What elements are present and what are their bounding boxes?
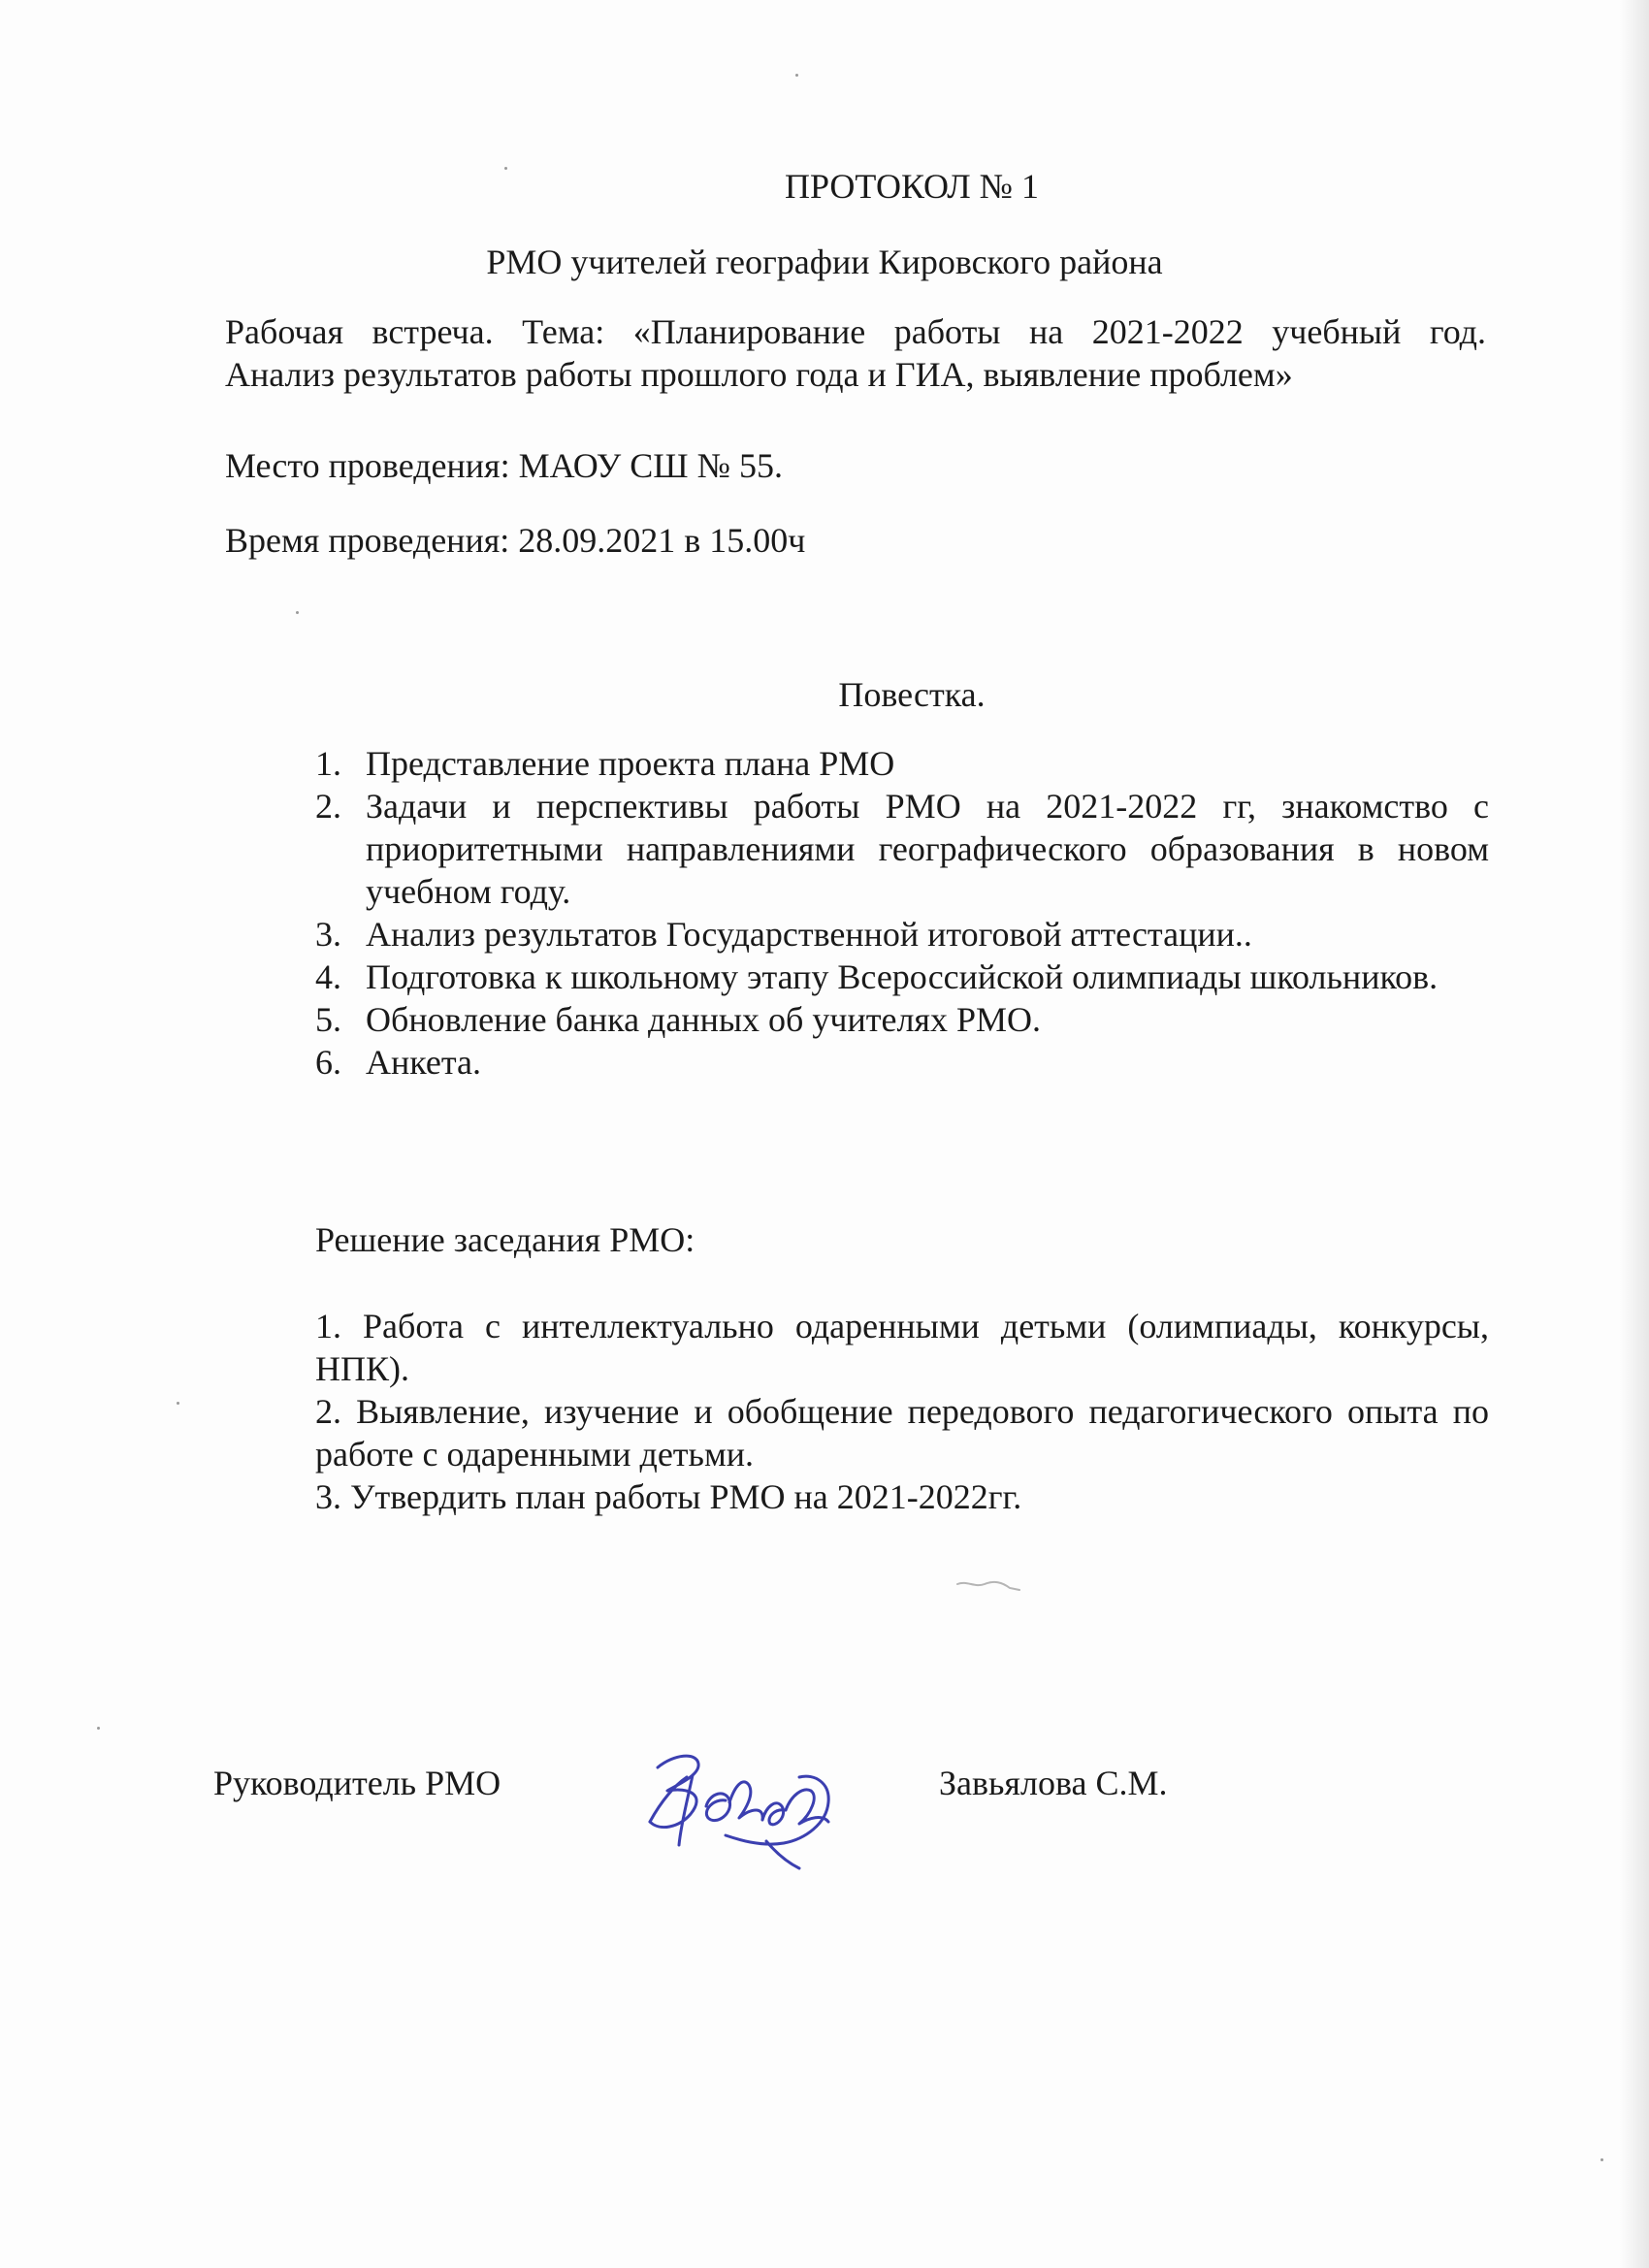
agenda-item-text: Анкета. (366, 1043, 481, 1082)
agenda-title: Повестка. (838, 675, 986, 714)
agenda-item-number: 1. (315, 744, 341, 783)
agenda-item-text: Подготовка к школьному этапу Всероссийской олимпиады школьников. (366, 957, 1439, 996)
agenda-list (315, 742, 1489, 1084)
agenda-item-text: Обновление банка данных об учителях РМО. (366, 1000, 1042, 1039)
agenda-item-number: 4. (315, 957, 341, 996)
agenda-item (315, 956, 1489, 998)
scan-speck (1600, 2158, 1603, 2161)
agenda-item (315, 913, 1489, 956)
document-title: ПРОТОКОЛ № 1 (784, 167, 1040, 206)
agenda-item (315, 1041, 1489, 1084)
decision-list (315, 1305, 1489, 1518)
agenda-item-text: Задачи и перспективы работы РМО на 2021-2022 гг, знакомство с приоритетными направлениями географического образования в новом учебном году. (366, 787, 1489, 911)
meeting-place: Место проведения: МАОУ СШ № 55. (225, 446, 783, 485)
decision-item: 3. Утвердить план работы РМО на 2021-2022гг. (315, 1477, 1022, 1516)
decision-item: 2. Выявление, изучение и обобщение передового педагогического опыта по работе с одаренными детьми. (315, 1392, 1489, 1474)
signatory-role: Руководитель РМО (213, 1764, 501, 1802)
meeting-topic-line-1: Рабочая встреча. Тема: «Планирование работы на 2021-2022 учебный год. (225, 312, 1486, 351)
agenda-item-text: Анализ результатов Государственной итоговой аттестации.. (366, 915, 1252, 954)
signatory-name: Завьялова С.М. (939, 1764, 1168, 1802)
meeting-topic (225, 310, 1486, 396)
scan-speck (795, 74, 798, 77)
agenda-item (315, 742, 1489, 785)
agenda-item (315, 785, 1489, 913)
agenda-item-number: 5. (315, 1000, 341, 1039)
decision-title: Решение заседания РМО: (315, 1220, 695, 1259)
scan-smudge (955, 1576, 1023, 1594)
scan-speck (177, 1402, 179, 1405)
meeting-time: Время проведения: 28.09.2021 в 15.00ч (225, 521, 806, 560)
agenda-item-number: 2. (315, 787, 341, 826)
scan-edge-shadow (1620, 0, 1649, 2268)
handwritten-signature (621, 1717, 854, 1882)
decision-item: 1. Работа с интеллектуально одаренными детьми (олимпиады, конкурсы, НПК). (315, 1307, 1489, 1388)
scan-speck (504, 167, 507, 170)
organization-line: РМО учителей географии Кировского района (486, 243, 1163, 281)
scan-speck (97, 1727, 100, 1730)
agenda-item (315, 998, 1489, 1041)
agenda-item-number: 6. (315, 1043, 341, 1082)
agenda-item-number: 3. (315, 915, 341, 954)
scan-speck (296, 611, 299, 614)
meeting-topic-line-2: Анализ результатов работы прошлого года и ГИА, выявление проблем» (225, 355, 1293, 394)
agenda-item-text: Представление проекта плана РМО (366, 744, 895, 783)
